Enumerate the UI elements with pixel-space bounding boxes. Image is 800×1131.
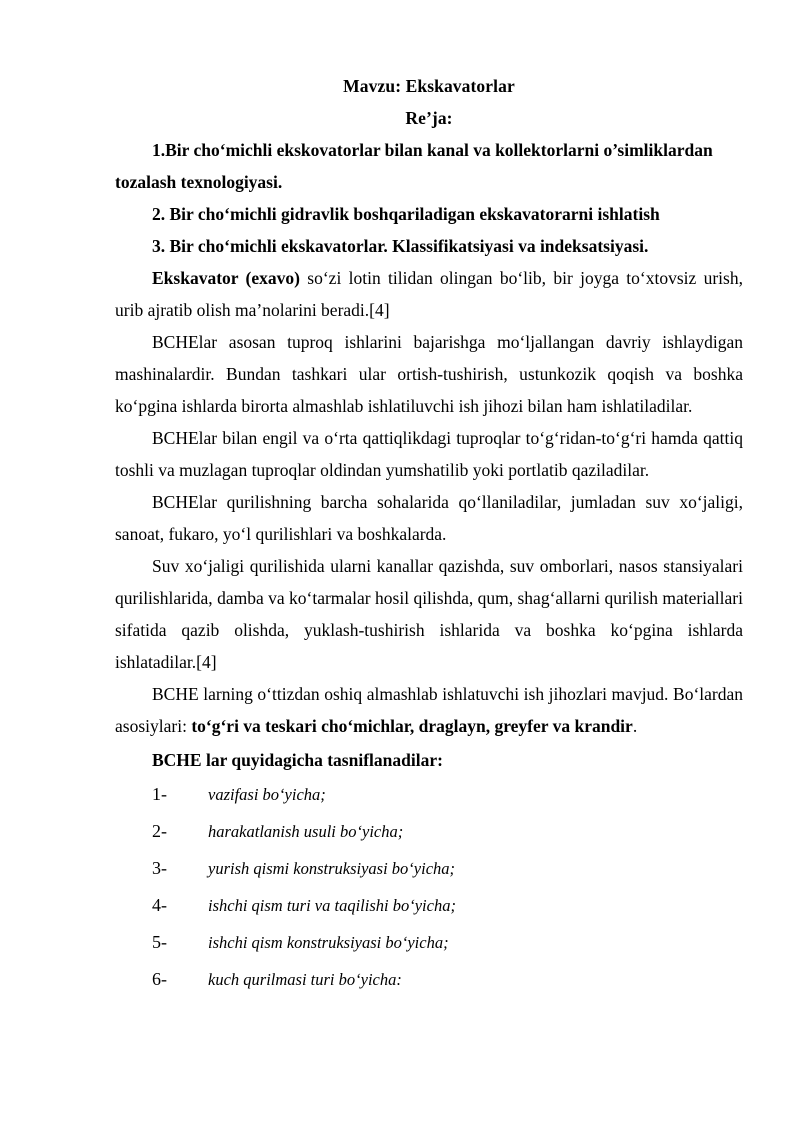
list-item-number: 5-	[152, 932, 167, 952]
paragraph-ekskavator-definition	[115, 262, 743, 326]
list-item-label: ishchi qism turi va taqilishi boʻyicha;	[208, 896, 456, 915]
list-item-label: harakatlanish usuli boʻyicha;	[208, 822, 404, 841]
paragraph-text: Suv xoʻjaligi qurilishida ularni kanallar qazishda, suv omborlari, nasos stansiyalari qurilishlarida, damba va koʻtarmalar hosil qilishda, qum, shagʻallarni qurilish materiallari sifatida qazib olishda, yuklash-tushirish ishlarida va boshka koʻpgina ishlarda ishlatadilar.[4]	[115, 556, 743, 672]
mixed-paragraph-part3: .	[632, 716, 638, 736]
plan-heading: Re’ja:	[405, 108, 453, 128]
paragraph-text: BCHElar asosan tuproq ishlarini bajarishga moʻljallangan davriy ishlaydigan mashinalardir. Bundan tashkari ular ortish-tushirish, ustunkozik qoqish va boshka koʻpgina ishlarda birorta almashlab ishlatiluvchi ish jihozi bilan ham ishlatiladilar.	[115, 332, 743, 416]
list-item	[115, 813, 743, 850]
plan-item-2: 2. Bir choʻmichli gidravlik boshqariladigan ekskavatorarni ishlatish	[152, 204, 660, 224]
paragraph-lead-bold: Ekskavator (exavo)	[152, 268, 300, 288]
list-item-label: vazifasi boʻyicha;	[208, 785, 326, 804]
list-item	[115, 850, 743, 887]
paragraph-text: BCHElar bilan engil va oʻrta qattiqlikdagi tuproqlar toʻgʻridan-toʻgʻri hamda qattiq toshli va muzlagan tuproqlar oldindan yumshatilib yoki portlatib qaziladilar.	[115, 428, 743, 480]
plan-item-3: 3. Bir choʻmichli ekskavatorlar. Klassifikatsiyasi va indeksatsiyasi.	[152, 236, 649, 256]
list-item-number: 2-	[152, 821, 167, 841]
classification-list	[115, 776, 743, 998]
plan-item-1: 1.Bir choʻmichli ekskovatorlar bilan kanal va kollektorlarni o’simliklardan tozalash texnologiyasi.	[115, 140, 713, 192]
list-item-label: ishchi qism konstruksiyasi boʻyicha;	[208, 933, 449, 952]
list-item-label: kuch qurilmasi turi boʻyicha:	[208, 970, 402, 989]
list-item	[115, 924, 743, 961]
paragraph-suv-xojaligi	[115, 550, 743, 678]
paragraph-bchelar-tuproq	[115, 326, 743, 422]
document-body	[115, 70, 743, 998]
paragraph-text: soʻzi lotin tilidan olingan boʻlib, bir joyga toʻxtovsiz urish, urib ajratib olish ma’nolarini beradi.[4]	[115, 268, 743, 320]
paragraph-text: BCHElar qurilishning barcha sohalarida qoʻllaniladilar, jumladan suv xoʻjaligi, sanoat, fukaro, yoʻl qurilishlari va boshkalarda.	[115, 492, 743, 544]
list-item	[115, 776, 743, 813]
list-item-number: 1-	[152, 784, 167, 804]
document-title: Mavzu: Ekskavatorlar	[343, 76, 515, 96]
list-item-label: yurish qismi konstruksiyasi boʻyicha;	[208, 859, 456, 878]
list-item	[115, 887, 743, 924]
paragraph-bchelar-qurilish	[115, 486, 743, 550]
list-item-number: 4-	[152, 895, 167, 915]
list-heading: BCHE lar quyidagicha tasniflanadilar:	[152, 750, 443, 770]
list-item-number: 6-	[152, 969, 167, 989]
paragraph-bchelar-qattiqlik	[115, 422, 743, 486]
paragraph-ish-jihozlari	[115, 678, 743, 742]
mixed-paragraph-part1: BCHE larning oʻttizdan oshiq almashlab ishlatuvchi ish jihozlari mavjud. Boʻlardan asosiylari:	[115, 684, 743, 736]
list-item	[115, 961, 743, 998]
mixed-paragraph-bold: toʻgʻri va teskari choʻmichlar, draglayn, greyfer va krandir	[191, 716, 633, 736]
list-item-number: 3-	[152, 858, 167, 878]
